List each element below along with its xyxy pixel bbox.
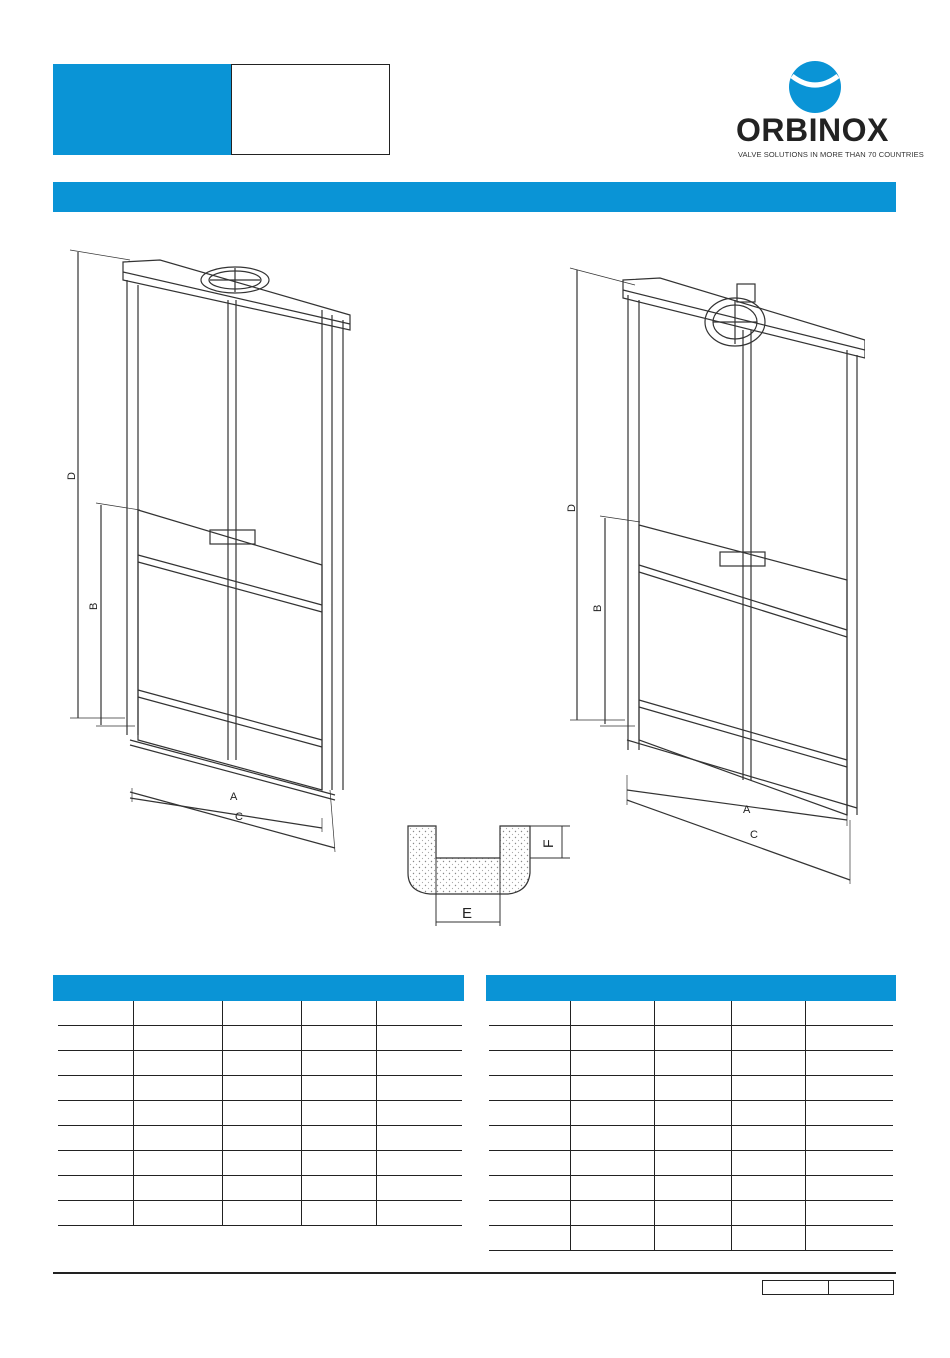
table-cell [301, 1076, 376, 1101]
table-cell [731, 1001, 805, 1026]
table-cell [58, 1051, 133, 1076]
dim-label-D-left: D [66, 472, 78, 480]
table-row [489, 1101, 893, 1126]
table-cell [805, 1076, 893, 1101]
table-cell [570, 1226, 654, 1251]
table-cell [301, 1001, 376, 1026]
table-cell [133, 1201, 222, 1226]
channel-section-drawing [400, 818, 580, 930]
table-cell [731, 1026, 805, 1051]
table-cell [133, 1051, 222, 1076]
table-cell [376, 1076, 462, 1101]
table-cell [805, 1201, 893, 1226]
table-cell [570, 1151, 654, 1176]
dim-label-C-left: C [235, 811, 243, 823]
header-color-block [53, 64, 231, 155]
table-row [489, 1151, 893, 1176]
table-cell [654, 1176, 731, 1201]
table-cell [222, 1151, 301, 1176]
table-cell [222, 1101, 301, 1126]
table-row [489, 1026, 893, 1051]
table-cell [731, 1201, 805, 1226]
logo-wordmark: ORBINOX [736, 112, 889, 148]
table-cell [731, 1051, 805, 1076]
orbinox-logo [728, 60, 924, 170]
table-cell [58, 1101, 133, 1126]
table-cell [133, 1101, 222, 1126]
table-cell [654, 1201, 731, 1226]
table-cell [301, 1026, 376, 1051]
table-cell [222, 1051, 301, 1076]
table-row [489, 1226, 893, 1251]
table-cell [570, 1076, 654, 1101]
table-cell [489, 1026, 570, 1051]
table-cell [376, 1026, 462, 1051]
dim-label-B-left: B [88, 602, 100, 610]
table-cell [58, 1201, 133, 1226]
table-cell [58, 1026, 133, 1051]
table-cell [58, 1126, 133, 1151]
table-cell [731, 1151, 805, 1176]
table-cell [805, 1051, 893, 1076]
table-cell [301, 1126, 376, 1151]
table-cell [133, 1076, 222, 1101]
table-cell [376, 1201, 462, 1226]
table-row [58, 1201, 462, 1226]
left-table-header [53, 975, 464, 1001]
table-cell [58, 1076, 133, 1101]
dim-label-E: E [462, 905, 473, 922]
table-cell [376, 1151, 462, 1176]
table-cell [570, 1001, 654, 1026]
table-cell [570, 1176, 654, 1201]
table-cell [222, 1076, 301, 1101]
table-cell [731, 1076, 805, 1101]
table-cell [301, 1201, 376, 1226]
table-cell [654, 1101, 731, 1126]
table-cell [805, 1001, 893, 1026]
table-cell [58, 1176, 133, 1201]
table-cell [133, 1126, 222, 1151]
table-cell [489, 1176, 570, 1201]
table-cell [376, 1051, 462, 1076]
table-cell [489, 1001, 570, 1026]
table-cell [489, 1226, 570, 1251]
dim-label-D-right: D [566, 504, 578, 512]
footer-ref-divider [828, 1280, 829, 1295]
table-cell [489, 1051, 570, 1076]
dim-label-B-right: B [592, 604, 604, 612]
table-row [58, 1176, 462, 1201]
table-cell [376, 1176, 462, 1201]
table-row [489, 1001, 893, 1026]
table-cell [805, 1226, 893, 1251]
table-cell [570, 1201, 654, 1226]
table-cell [489, 1151, 570, 1176]
table-cell [570, 1101, 654, 1126]
table-cell [222, 1126, 301, 1151]
table-cell [222, 1176, 301, 1201]
table-row [489, 1126, 893, 1151]
table-cell [805, 1026, 893, 1051]
table-cell [133, 1176, 222, 1201]
table-cell [301, 1151, 376, 1176]
right-table-header [486, 975, 896, 1001]
table-cell [133, 1026, 222, 1051]
table-cell [58, 1001, 133, 1026]
table-cell [805, 1126, 893, 1151]
table-cell [731, 1226, 805, 1251]
table-cell [654, 1026, 731, 1051]
logo-tagline: VALVE SOLUTIONS IN MORE THAN 70 COUNTRIES [738, 150, 924, 159]
table-cell [301, 1176, 376, 1201]
table-row [489, 1076, 893, 1101]
table-cell [133, 1001, 222, 1026]
table-row [489, 1051, 893, 1076]
table-cell [133, 1151, 222, 1176]
table-cell [301, 1051, 376, 1076]
footer-rule [53, 1272, 896, 1274]
table-cell [222, 1001, 301, 1026]
dim-label-F: F [540, 839, 556, 848]
table-cell [489, 1126, 570, 1151]
table-cell [489, 1201, 570, 1226]
table-row [489, 1201, 893, 1226]
table-cell [654, 1051, 731, 1076]
table-cell [58, 1151, 133, 1176]
header-code-box [231, 64, 390, 155]
table-row [58, 1101, 462, 1126]
table-cell [805, 1176, 893, 1201]
table-row [58, 1026, 462, 1051]
table-cell [654, 1001, 731, 1026]
table-cell [376, 1101, 462, 1126]
table-cell [805, 1151, 893, 1176]
table-cell [376, 1001, 462, 1026]
table-cell [489, 1101, 570, 1126]
table-cell [731, 1101, 805, 1126]
table-cell [731, 1176, 805, 1201]
title-band [53, 182, 896, 212]
table-cell [654, 1126, 731, 1151]
table-row [58, 1001, 462, 1026]
dim-label-A-right: A [743, 804, 751, 816]
table-row [489, 1176, 893, 1201]
left-dimension-table [58, 1001, 462, 1226]
dim-label-A-left: A [230, 791, 238, 803]
table-cell [654, 1151, 731, 1176]
drawing-right [565, 260, 865, 890]
table-cell [489, 1076, 570, 1101]
table-row [58, 1051, 462, 1076]
table-cell [301, 1101, 376, 1126]
table-cell [222, 1201, 301, 1226]
table-cell [570, 1126, 654, 1151]
right-dimension-table [489, 1001, 893, 1251]
dim-label-C-right: C [750, 829, 758, 841]
table-row [58, 1076, 462, 1101]
drawing-left [60, 240, 360, 860]
table-cell [222, 1026, 301, 1051]
table-cell [570, 1026, 654, 1051]
table-cell [805, 1101, 893, 1126]
table-cell [731, 1126, 805, 1151]
table-cell [654, 1226, 731, 1251]
table-cell [376, 1126, 462, 1151]
logo-mark [728, 60, 898, 116]
table-cell [570, 1051, 654, 1076]
table-cell [654, 1076, 731, 1101]
table-row [58, 1151, 462, 1176]
table-row [58, 1126, 462, 1151]
